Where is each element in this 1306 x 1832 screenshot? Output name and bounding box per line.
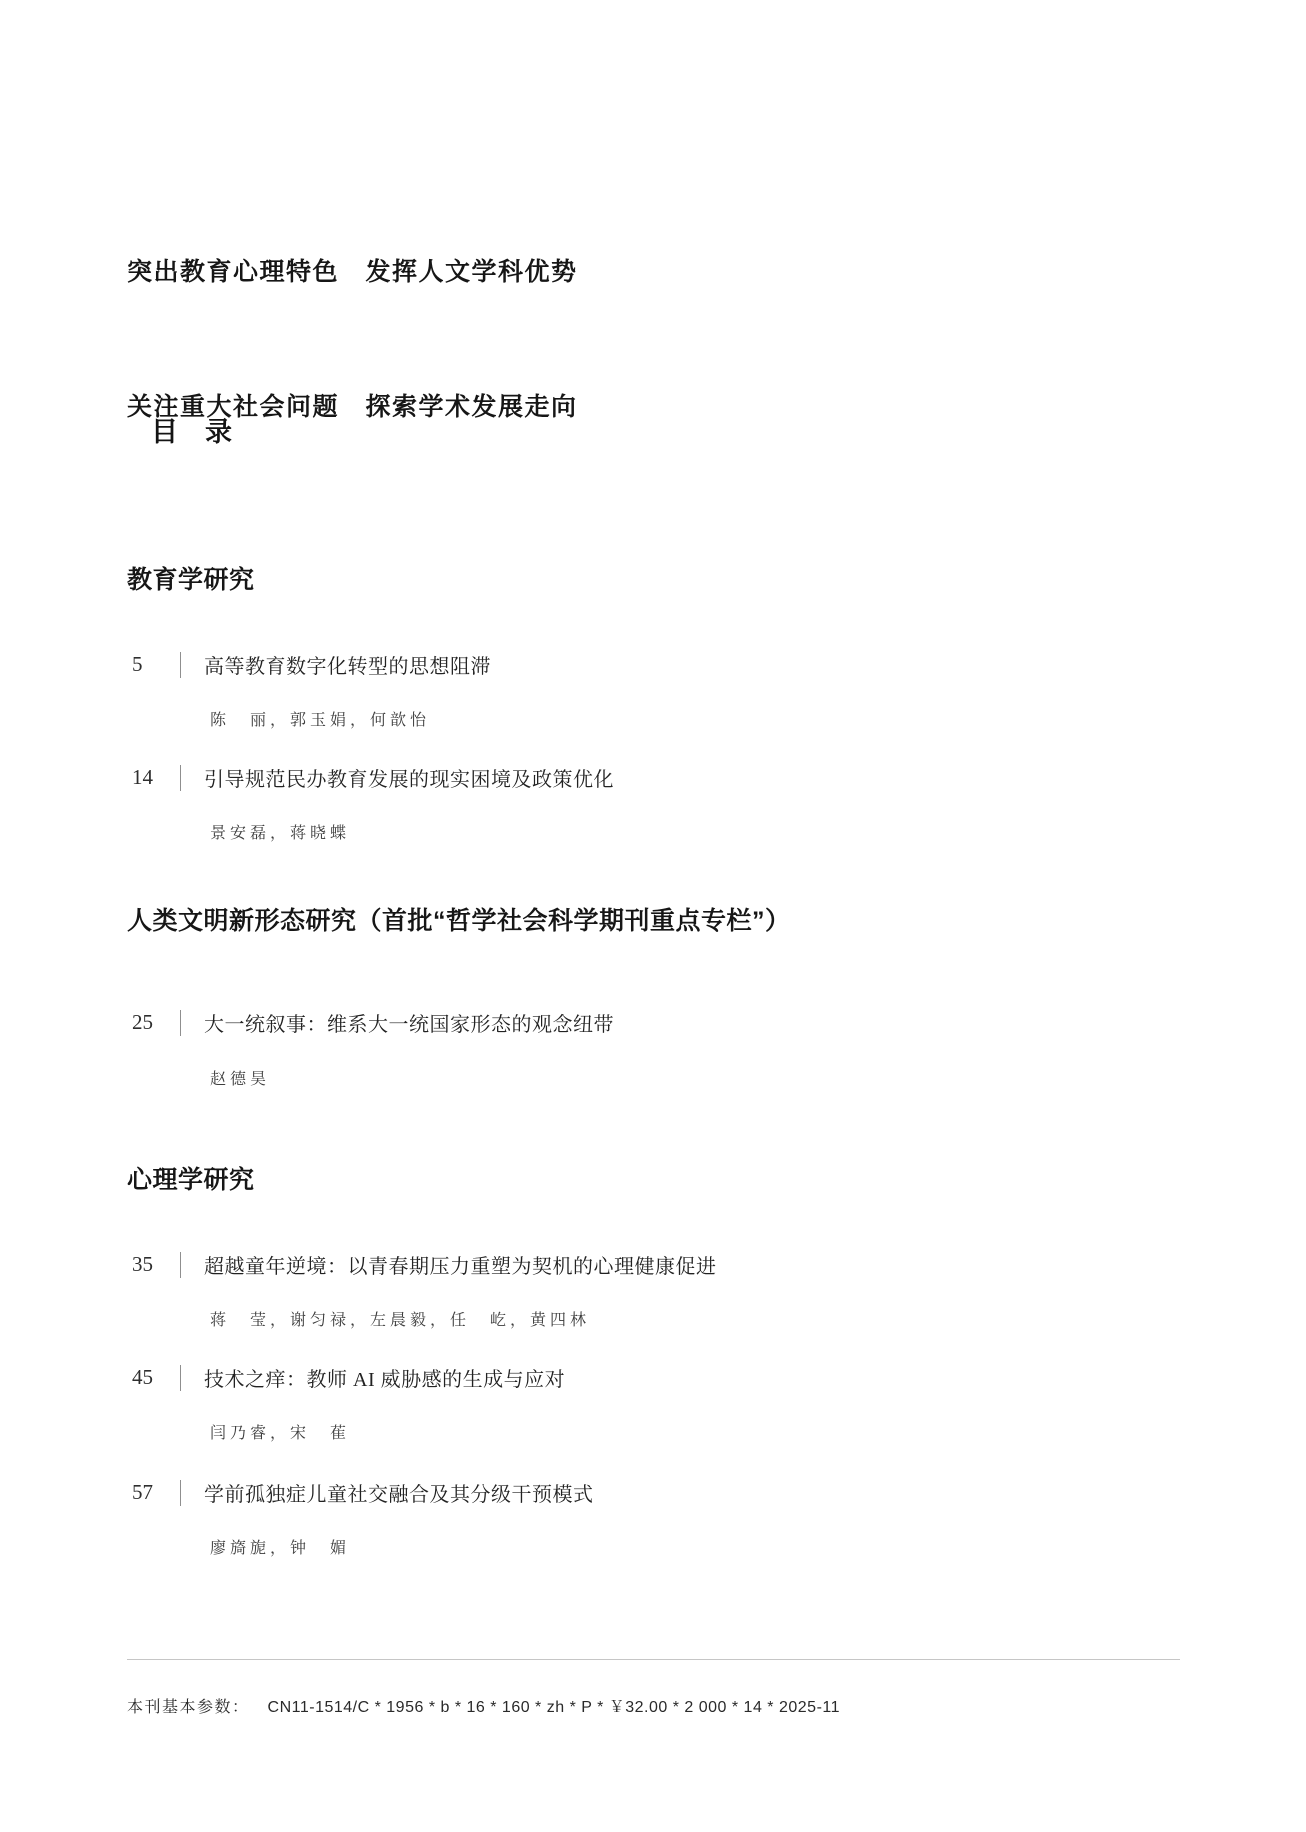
entry-title: 引导规范民办教育发展的现实困境及政策优化 <box>204 769 614 791</box>
entry-divider <box>180 1010 181 1036</box>
entry-authors: 景安磊，蒋晓蝶 <box>210 825 351 842</box>
entry-page-number: 5 <box>132 652 143 676</box>
slogan-line-2: 关注重大社会问题 探索学术发展走向 <box>127 393 578 421</box>
section-heading-psychology: 心理学研究 <box>127 1166 255 1194</box>
journal-parameters <box>127 1694 840 1717</box>
entry-divider <box>180 1365 181 1391</box>
entry-divider <box>180 652 181 678</box>
journal-slogan <box>127 160 578 520</box>
toc-title: 目 录 <box>151 417 232 447</box>
entry-divider <box>180 1480 181 1506</box>
toc-entry <box>127 1008 614 1037</box>
entry-authors: 闫乃睿，宋 萑 <box>210 1425 351 1442</box>
toc-entry <box>127 650 491 679</box>
entry-authors: 蒋 莹，谢匀禄，左晨毅，任 屹，黄四林 <box>210 1312 591 1329</box>
journal-parameters-value: CN11-1514/C * 1956 * b * 16 * 160 * zh * P * ￥32.00 * 2 000 * 14 * 2025-11 <box>267 1699 840 1716</box>
entry-divider <box>180 765 181 791</box>
entry-title: 超越童年逆境：以青春期压力重塑为契机的心理健康促进 <box>204 1256 717 1278</box>
entry-title: 学前孤独症儿童社交融合及其分级干预模式 <box>204 1484 594 1506</box>
toc-entry <box>127 763 614 792</box>
journal-parameters-label: 本刊基本参数： <box>127 1699 250 1716</box>
entry-divider <box>180 1252 181 1278</box>
entry-page-number: 35 <box>132 1252 153 1276</box>
entry-authors: 赵德昊 <box>210 1071 271 1088</box>
section-heading-civilization: 人类文明新形态研究（首批“哲学社会科学期刊重点专栏”） <box>127 907 791 935</box>
toc-entry <box>127 1250 717 1279</box>
toc-entry <box>127 1478 594 1507</box>
entry-authors: 陈 丽，郭玉娟，何歆怡 <box>210 712 431 729</box>
entry-page-number: 25 <box>132 1010 153 1034</box>
slogan-line-1: 突出教育心理特色 发挥人文学科优势 <box>127 258 578 286</box>
entry-title: 高等教育数字化转型的思想阻滞 <box>204 656 491 678</box>
entry-authors: 廖旖旎，钟 媚 <box>210 1540 351 1557</box>
entry-page-number: 14 <box>132 765 153 789</box>
entry-title: 技术之痒：教师 AI 威胁感的生成与应对 <box>204 1369 566 1391</box>
entry-title: 大一统叙事：维系大一统国家形态的观念纽带 <box>204 1014 614 1036</box>
entry-page-number: 57 <box>132 1480 153 1504</box>
toc-entry <box>127 1363 565 1392</box>
entry-page-number: 45 <box>132 1365 153 1389</box>
footer-divider <box>127 1659 1180 1660</box>
section-heading-education: 教育学研究 <box>127 566 255 594</box>
